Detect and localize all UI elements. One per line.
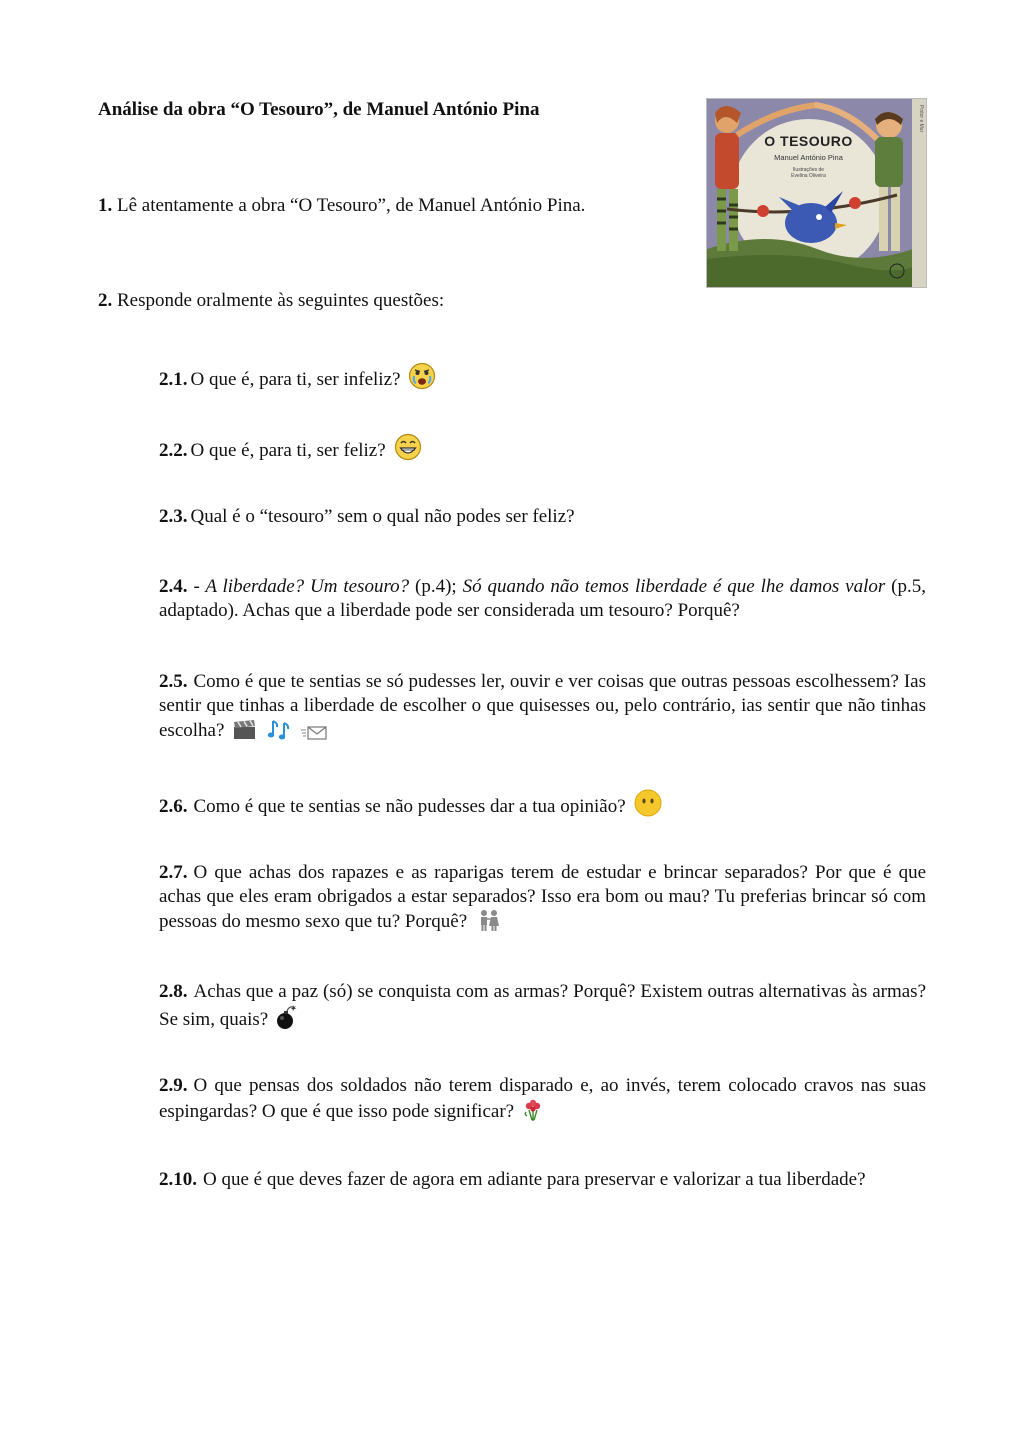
question-2-6 bbox=[159, 789, 926, 824]
question-2-4 bbox=[159, 575, 926, 622]
question-number: 2.5. bbox=[159, 671, 188, 692]
book-cover-image bbox=[706, 98, 927, 288]
question-number: 2.4. bbox=[159, 576, 188, 597]
item-1 bbox=[98, 195, 585, 217]
question-2-5 bbox=[159, 670, 926, 748]
cover-spine-label: Pintor e Mar bbox=[918, 105, 924, 133]
cover-author: Manuel António Pina bbox=[774, 153, 843, 162]
cover-illustration bbox=[707, 99, 926, 287]
question-text: O que achas dos rapazes e as raparigas terem de estudar e brincar separados? Por que é que achas que eles eram obrigados a estar separados? Isso era bom ou mau? Tu preferias brincar só com pessoas do mesmo sexo que tu? Porquê? bbox=[159, 862, 926, 932]
question-2-9 bbox=[159, 1074, 926, 1128]
question-text: O que é, para ti, ser feliz? bbox=[190, 440, 386, 461]
question-text: O que pensas dos soldados não terem disparado e, ao invés, terem colocado cravos nas suas espingardas? O que é que isso pode significar? bbox=[159, 1075, 926, 1122]
question-2-7 bbox=[159, 861, 926, 939]
cover-illustrator-line1: Ilustrações de bbox=[792, 167, 825, 173]
cover-spine bbox=[912, 99, 926, 287]
cover-illustrator-line2: Evelina Oliveira bbox=[791, 173, 826, 179]
question-number: 2.10. bbox=[159, 1169, 197, 1190]
grinning-face-icon bbox=[394, 433, 422, 468]
question-text: Achas que a paz (só) se conquista com as armas? Porquê? Existem outras alternativas às armas? Se sim, quais? bbox=[159, 981, 926, 1030]
question-number: 2.7. bbox=[159, 862, 188, 883]
question-2-8 bbox=[159, 980, 926, 1036]
question-text: (p.5, adaptado). Achas que a liberdade pode ser considerada um tesouro? Porquê? bbox=[159, 576, 926, 621]
question-number: 2.1. bbox=[159, 369, 188, 390]
item-1-number: 1. bbox=[98, 195, 113, 216]
neutral-face-icon bbox=[634, 789, 662, 824]
question-number: 2.6. bbox=[159, 796, 188, 817]
document-title: Análise da obra “O Tesouro”, de Manuel António Pina bbox=[98, 99, 540, 120]
question-number: 2.2. bbox=[159, 440, 188, 461]
question-number: 2.3. bbox=[159, 506, 188, 527]
question-2-2 bbox=[159, 433, 926, 468]
question-text: Qual é o “tesouro” sem o qual não podes ser feliz? bbox=[190, 506, 575, 527]
question-text: Como é que te sentias se não pudesses dar a tua opinião? bbox=[193, 796, 626, 817]
clapperboard-icon bbox=[232, 719, 258, 748]
question-text: O que é, para ti, ser infeliz? bbox=[190, 369, 401, 390]
item-2-number: 2. bbox=[98, 290, 113, 311]
flowers-icon bbox=[522, 1098, 544, 1129]
question-number: 2.8. bbox=[159, 981, 188, 1002]
question-text: Como é que te sentias se só pudesses ler, ouvir e ver coisas que outras pessoas escolhessem? Ias sentir que tinhas a liberdade de escolher o que quisesses ou, pelo contrário, ias sentir que não tinhas escolha? bbox=[159, 671, 926, 741]
envelope-icon bbox=[300, 723, 328, 748]
crying-face-icon bbox=[408, 362, 436, 397]
item-2 bbox=[98, 290, 444, 312]
cover-title: O TESOURO bbox=[764, 133, 853, 149]
question-2-3 bbox=[159, 505, 926, 529]
item-2-text: Responde oralmente às seguintes questões: bbox=[117, 290, 445, 311]
page-ref-1: (p.4); bbox=[409, 576, 463, 597]
cover-illustrator bbox=[707, 167, 910, 179]
quote-1: - A liberdade? Um tesouro? bbox=[193, 576, 410, 597]
bomb-icon bbox=[276, 1004, 298, 1037]
question-2-10 bbox=[159, 1168, 926, 1192]
quote-2: Só quando não temos liberdade é que lhe damos valor bbox=[462, 576, 886, 597]
music-notes-icon bbox=[266, 717, 292, 748]
question-2-1 bbox=[159, 362, 926, 397]
question-number: 2.9. bbox=[159, 1075, 188, 1096]
couple-icon bbox=[475, 908, 503, 939]
item-1-text: Lê atentamente a obra “O Tesouro”, de Manuel António Pina. bbox=[117, 195, 586, 216]
question-text: O que é que deves fazer de agora em adiante para preservar e valorizar a tua liberdade? bbox=[203, 1169, 866, 1190]
